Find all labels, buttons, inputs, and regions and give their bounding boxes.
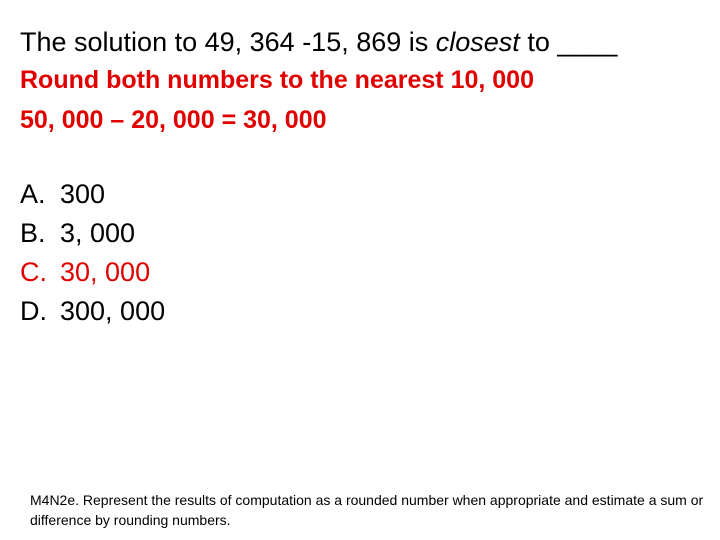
question-text <box>20 26 617 58</box>
option-a <box>20 175 165 214</box>
option-b-letter: B. <box>20 218 46 248</box>
option-c <box>20 253 165 292</box>
hint-computation: 50, 000 – 20, 000 = 30, 000 <box>20 106 327 134</box>
option-b-value: 3, 000 <box>60 218 136 248</box>
question-emphasis: closest <box>435 27 520 57</box>
answer-options <box>20 175 165 331</box>
option-c-letter: C. <box>20 257 47 287</box>
hint-rounding-instruction: Round both numbers to the nearest 10, 000 <box>20 66 534 94</box>
option-a-letter: A. <box>20 179 46 209</box>
option-a-value: 300 <box>60 179 106 209</box>
question-text-start: The solution to 49, 364 -15, 869 is <box>20 27 436 57</box>
option-c-value: 30, 000 <box>60 257 151 287</box>
option-d-letter: D. <box>20 296 47 326</box>
standard-note: M4N2e. Represent the results of computation as a rounded number when appropriate and estimate a sum or difference by rounding numbers. <box>30 492 704 528</box>
question-text-end: to ____ <box>519 27 618 57</box>
option-d-value: 300, 000 <box>60 296 166 326</box>
option-b <box>20 214 165 253</box>
option-d <box>20 292 165 331</box>
